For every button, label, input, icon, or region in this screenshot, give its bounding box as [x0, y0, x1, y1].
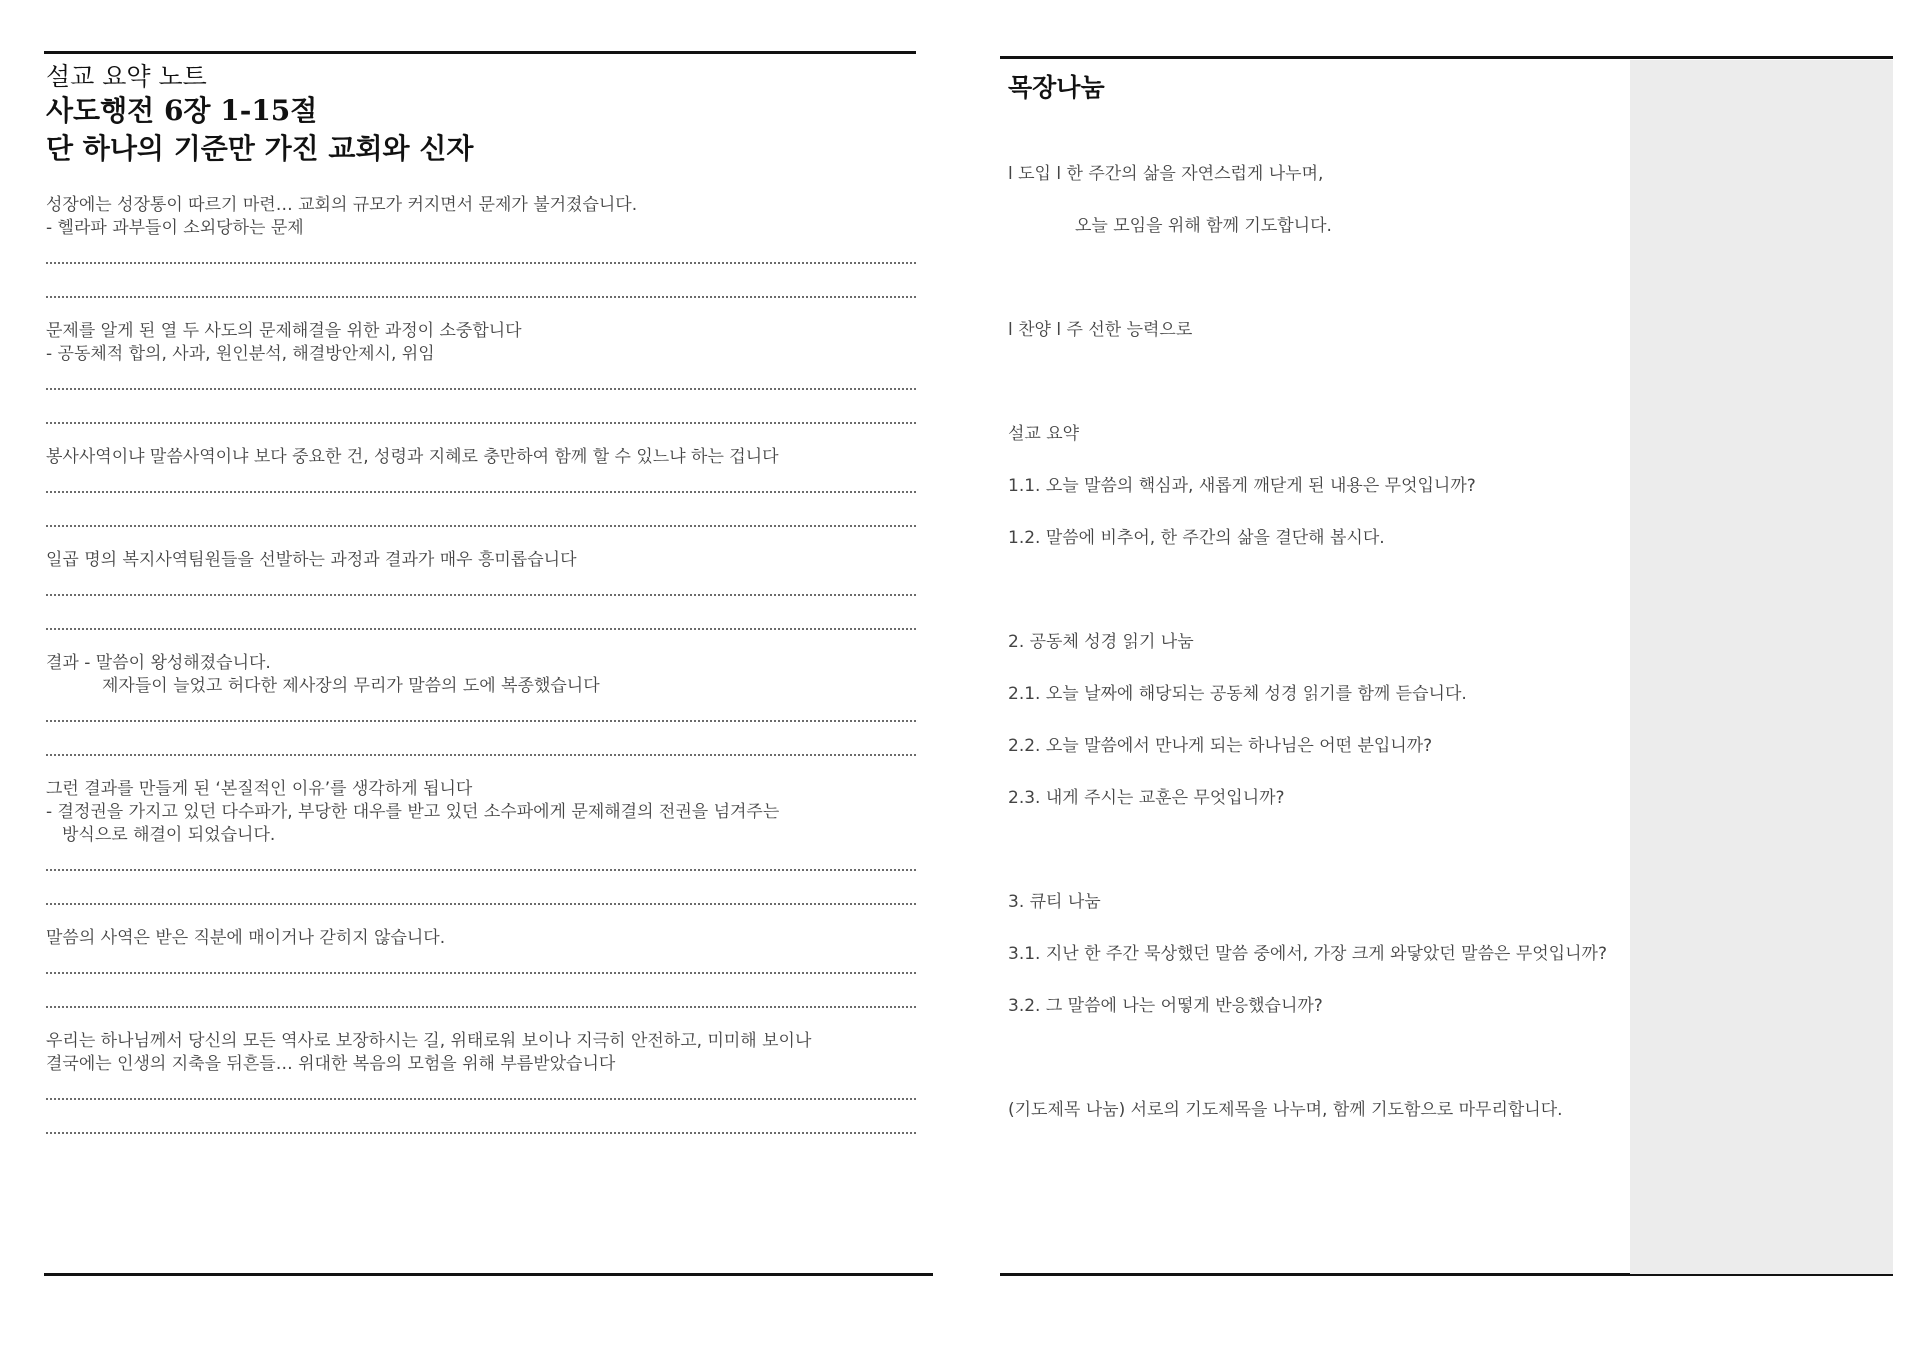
- note-line[interactable]: [46, 738, 916, 756]
- note-section: [46, 320, 916, 424]
- section-text: 우리는 하나님께서 당신의 모든 역사로 보장하시는 길, 위태로워 보이나 지극히 안전하고, 미미해 보이나: [46, 1031, 812, 1051]
- note-section: [46, 927, 916, 1008]
- left-bottom-rule: [44, 1273, 933, 1276]
- note-line[interactable]: [46, 956, 916, 974]
- section-text: 일곱 명의 복지사역팀원들을 선발하는 과정과 결과가 매우 흥미롭습니다: [46, 550, 577, 570]
- section-3-heading: 3. 큐티 나눔: [1008, 892, 1101, 912]
- note-section: [46, 549, 916, 630]
- sermon-note-page: [46, 62, 916, 1156]
- section-subtext: 방식으로 해결이 되었습니다.: [62, 825, 276, 845]
- question-2-1: 2.1. 오늘 날짜에 해당되는 공동체 성경 읽기를 함께 듣습니다.: [1008, 684, 1467, 704]
- note-line[interactable]: [46, 1082, 916, 1100]
- section-subtext: - 공동체적 합의, 사과, 원인분석, 해결방안제시, 위임: [46, 344, 435, 364]
- question-2-3: 2.3. 내게 주시는 교훈은 무엇입니까?: [1008, 788, 1285, 808]
- section-2-heading: 2. 공동체 성경 읽기 나눔: [1008, 632, 1194, 652]
- section-subtext: 제자들이 늘었고 허다한 제사장의 무리가 말씀의 도에 복종했습니다: [102, 676, 600, 696]
- note-line[interactable]: [46, 280, 916, 298]
- note-section: [46, 446, 916, 527]
- note-line[interactable]: [46, 246, 916, 264]
- left-top-rule: [44, 51, 916, 54]
- question-2-2: 2.2. 오늘 말씀에서 만나게 되는 하나님은 어떤 분입니까?: [1008, 736, 1433, 756]
- sermon-title: 단 하나의 기준만 가진 교회와 신자: [46, 132, 474, 165]
- notes-margin-panel: [1630, 60, 1893, 1274]
- section-text: 그런 결과를 만들게 된 ‘본질적인 이유’를 생각하게 됩니다: [46, 779, 473, 799]
- section-subtext: - 결정권을 가지고 있던 다수파가, 부당한 대우를 받고 있던 소수파에게 문제해결의 전권을 넘겨주는: [46, 802, 780, 822]
- note-section: [46, 1030, 916, 1134]
- note-line[interactable]: [46, 887, 916, 905]
- intro-line-continued: 오늘 모임을 위해 함께 기도합니다.: [1075, 216, 1332, 236]
- section-text: 결과 - 말씀이 왕성해졌습니다.: [46, 653, 271, 673]
- section-subtext: 결국에는 인생의 지축을 뒤흔들… 위대한 복음의 모험을 위해 부름받았습니다: [46, 1054, 616, 1074]
- question-1-2: 1.2. 말씀에 비추어, 한 주간의 삶을 결단해 봅시다.: [1008, 528, 1385, 548]
- praise-line: l 찬양 l 주 선한 능력으로: [1008, 320, 1193, 340]
- question-3-1: 3.1. 지난 한 주간 묵상했던 말씀 중에서, 가장 크게 와닿았던 말씀은 무엇입니까?: [1008, 944, 1607, 964]
- note-line[interactable]: [46, 612, 916, 630]
- section-text: 문제를 알게 된 열 두 사도의 문제해결을 위한 과정이 소중합니다: [46, 321, 522, 341]
- note-line[interactable]: [46, 475, 916, 493]
- question-3-2: 3.2. 그 말씀에 나는 어떻게 반응했습니까?: [1008, 996, 1323, 1016]
- note-sections: [46, 194, 916, 1134]
- section-text: 봉사사역이냐 말씀사역이냐 보다 중요한 건, 성령과 지혜로 충만하여 함께 할 수 있느냐 하는 겁니다: [46, 447, 779, 467]
- note-line[interactable]: [46, 509, 916, 527]
- note-section: [46, 652, 916, 756]
- note-title: 설교 요약 노트: [46, 62, 207, 91]
- note-line[interactable]: [46, 990, 916, 1008]
- note-line[interactable]: [46, 853, 916, 871]
- group-sharing-page: [1008, 70, 1618, 1150]
- note-line[interactable]: [46, 578, 916, 596]
- note-section: [46, 194, 916, 298]
- section-subtext: - 헬라파 과부들이 소외당하는 문제: [46, 218, 304, 238]
- note-line[interactable]: [46, 1116, 916, 1134]
- section-text: 성장에는 성장통이 따르기 마련… 교회의 규모가 커지면서 문제가 불거졌습니다.: [46, 195, 638, 215]
- sharing-title: 목장나눔: [1008, 73, 1105, 102]
- note-section: [46, 778, 916, 905]
- question-1-1: 1.1. 오늘 말씀의 핵심과, 새롭게 깨닫게 된 내용은 무엇입니까?: [1008, 476, 1476, 496]
- sermon-summary-heading: 설교 요약: [1008, 424, 1080, 444]
- closing-prayer-line: (기도제목 나눔) 서로의 기도제목을 나누며, 함께 기도함으로 마무리합니다.: [1008, 1100, 1563, 1120]
- note-line[interactable]: [46, 704, 916, 722]
- scripture-reference: 사도행전 6장 1-15절: [46, 94, 318, 127]
- note-line[interactable]: [46, 406, 916, 424]
- note-line[interactable]: [46, 372, 916, 390]
- section-text: 말씀의 사역은 받은 직분에 매이거나 갇히지 않습니다.: [46, 928, 446, 948]
- right-top-rule: [1000, 56, 1893, 59]
- intro-line: l 도입 l 한 주간의 삶을 자연스럽게 나누며,: [1008, 164, 1324, 184]
